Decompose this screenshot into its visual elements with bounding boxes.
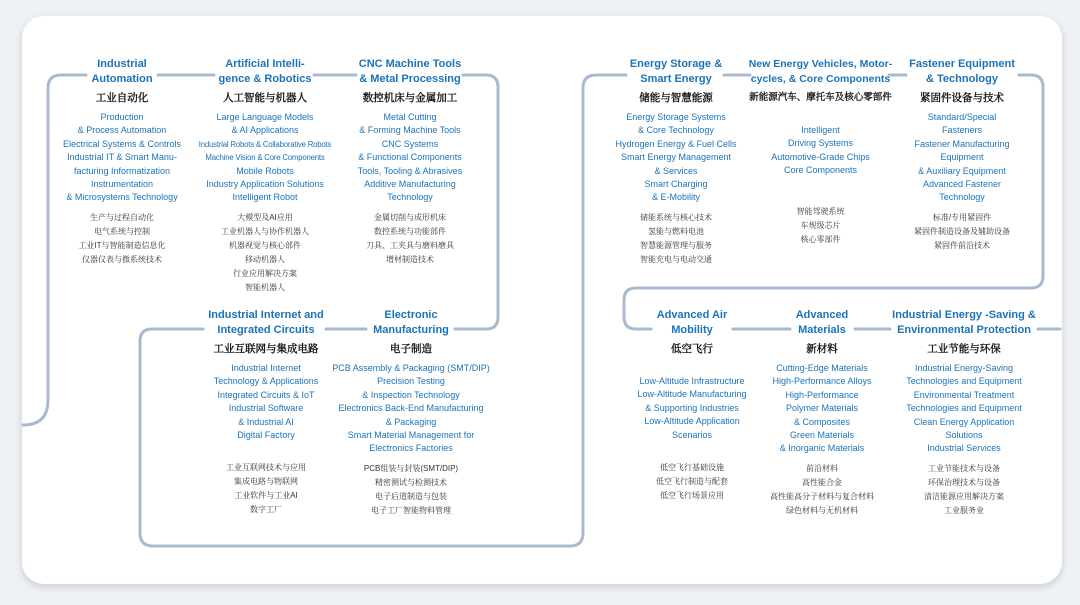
category-advanced-air-mobility <box>628 308 756 503</box>
english-items: Industrial Internet Technology & Applications Integrated Circuits & IoT Industrial Software & Industrial AI Digital Factory <box>213 363 319 441</box>
category-fastener-equipment <box>900 57 1024 253</box>
category-electronic-manufacturing <box>330 308 492 518</box>
english-items: Large Language Models & AI Applications Industrial Robots & Collaborative Robots Machine Vision & Core Components Mobile Robots Industry Application Solutions Intelligent Robot <box>198 112 332 203</box>
english-items: Energy Storage Systems & Core Technology Hydrogen Energy & Fuel Cells Smart Energy Management & Services Smart Charging & E-Mobility <box>615 112 737 203</box>
category-title: Energy Storage & Smart Energy <box>629 58 723 85</box>
english-items: Low-Altitude Infrastructure Low-Altitude Manufacturing & Supporting Industries Low-Altitude Application Scenarios <box>637 376 747 440</box>
category-title: Artificial Intelli- gence & Robotics <box>218 58 312 85</box>
category-chinese-title: 新能源汽车、摩托车及核心零部件 <box>749 92 892 103</box>
english-items: Production & Process Automation Electrical Systems & Controls Industrial IT & Smart Manu- facturing Informatization Instrumentation & Microsystems Technology <box>62 112 182 203</box>
chinese-items: 生产与过程自动化 电气系统与控制 工业IT与智能制造信息化 仪器仪表与微系统技术 <box>78 212 166 264</box>
category-chinese-title: 工业自动化 <box>95 92 149 104</box>
category-title: Industrial Internet and Integrated Circuits <box>208 309 324 336</box>
category-title: Fastener Equipment & Technology <box>909 58 1015 85</box>
category-advanced-materials <box>758 308 886 518</box>
chinese-items: 金属切削与成形机床 数控系统与功能部件 刀具、工夹具与磨料磨具 增材制造技术 <box>366 212 454 264</box>
english-items: Cutting-Edge Materials High-Performance Alloys High-Performance Polymer Materials & Composites Green Materials & Inorganic Materials <box>772 363 872 454</box>
category-cnc-metal-processing <box>345 57 475 267</box>
chinese-items: 储能系统与核心技术 氢能与燃料电池 智慧能源管理与服务 智能充电与电动交通 <box>640 212 712 264</box>
category-title: New Energy Vehicles, Motor- cycles, & Core Components <box>748 58 893 85</box>
chinese-items: 标准/专用紧固件 紧固件制造设备及辅助设备 紧固件前沿技术 <box>914 212 1010 250</box>
category-chinese-title: 储能与智慧能源 <box>639 92 713 104</box>
category-industrial-internet <box>196 308 336 517</box>
english-items: Intelligent Driving Systems Automotive-Grade Chips Core Components <box>771 125 870 176</box>
category-ai-robotics <box>190 57 340 295</box>
chinese-items: 低空飞行基础设施 低空飞行制造与配套 低空飞行场景应用 <box>656 463 728 501</box>
category-chinese-title: 工业互联网与集成电路 <box>213 343 319 355</box>
category-title: Advanced Air Mobility <box>656 309 728 336</box>
category-title: CNC Machine Tools & Metal Processing <box>358 58 462 85</box>
category-title: Industrial Energy -Saving & Environmental Protection <box>892 309 1036 336</box>
category-chinese-title: 工业节能与环保 <box>927 343 1001 355</box>
category-chinese-title: 电子制造 <box>390 343 432 355</box>
english-items: Metal Cutting & Forming Machine Tools CNC Systems & Functional Components Tools, Tooling & Abrasives Additive Manufacturing Technology <box>357 112 463 203</box>
category-chinese-title: 紧固件设备与技术 <box>920 92 1004 104</box>
chinese-items: 前沿材料 高性能合金 高性能高分子材料与复合材料 绿色材料与无机材料 <box>770 463 874 515</box>
english-items: Standard/Special Fasteners Fastener Manufacturing Equipment & Auxiliary Equipment Advanced Fastener Technology <box>914 112 1010 203</box>
chinese-items: PCB组装与封装(SMT/DIP) 精密测试与检测技术 电子后道制造与包装 电子工厂智能物料管理 <box>363 463 459 515</box>
category-energy-saving-environmental <box>888 308 1040 518</box>
chinese-items: 工业互联网技术与应用 集成电路与物联网 工业软件与工业AI 数字工厂 <box>226 463 306 515</box>
chinese-items: 智能驾驶系统 车规级芯片 核心零部件 <box>796 206 845 244</box>
category-chinese-title: 人工智能与机器人 <box>223 92 307 104</box>
category-new-energy-vehicles <box>748 57 893 247</box>
category-chinese-title: 低空飞行 <box>671 343 713 355</box>
category-energy-storage <box>608 57 744 267</box>
category-title: Advanced Materials <box>795 309 849 336</box>
chinese-items: 工业节能技术与设备 环保治理技术与设备 清洁能源应用解决方案 工业服务业 <box>924 463 1004 515</box>
english-items: Industrial Energy-Saving Technologies and Equipment Environmental Treatment Technologies and Equipment Clean Energy Application Solutions Industrial Services <box>906 363 1022 454</box>
category-chinese-title: 数控机床与金属加工 <box>362 92 458 104</box>
category-industrial-automation <box>58 57 186 267</box>
category-title: Electronic Manufacturing <box>373 309 449 336</box>
category-chinese-title: 新材料 <box>806 343 838 355</box>
category-title: Industrial Automation <box>91 58 153 85</box>
english-items: PCB Assembly & Packaging (SMT/DIP) Precision Testing & Inspection Technology Electronics Back-End Manufacturing & Packaging Smart Material Management for Electronics Factories <box>332 363 490 454</box>
chinese-items: 大模型及AI应用 工业机器人与协作机器人 机器视觉与核心部件 移动机器人 行业应用解决方案 智能机器人 <box>221 212 309 292</box>
